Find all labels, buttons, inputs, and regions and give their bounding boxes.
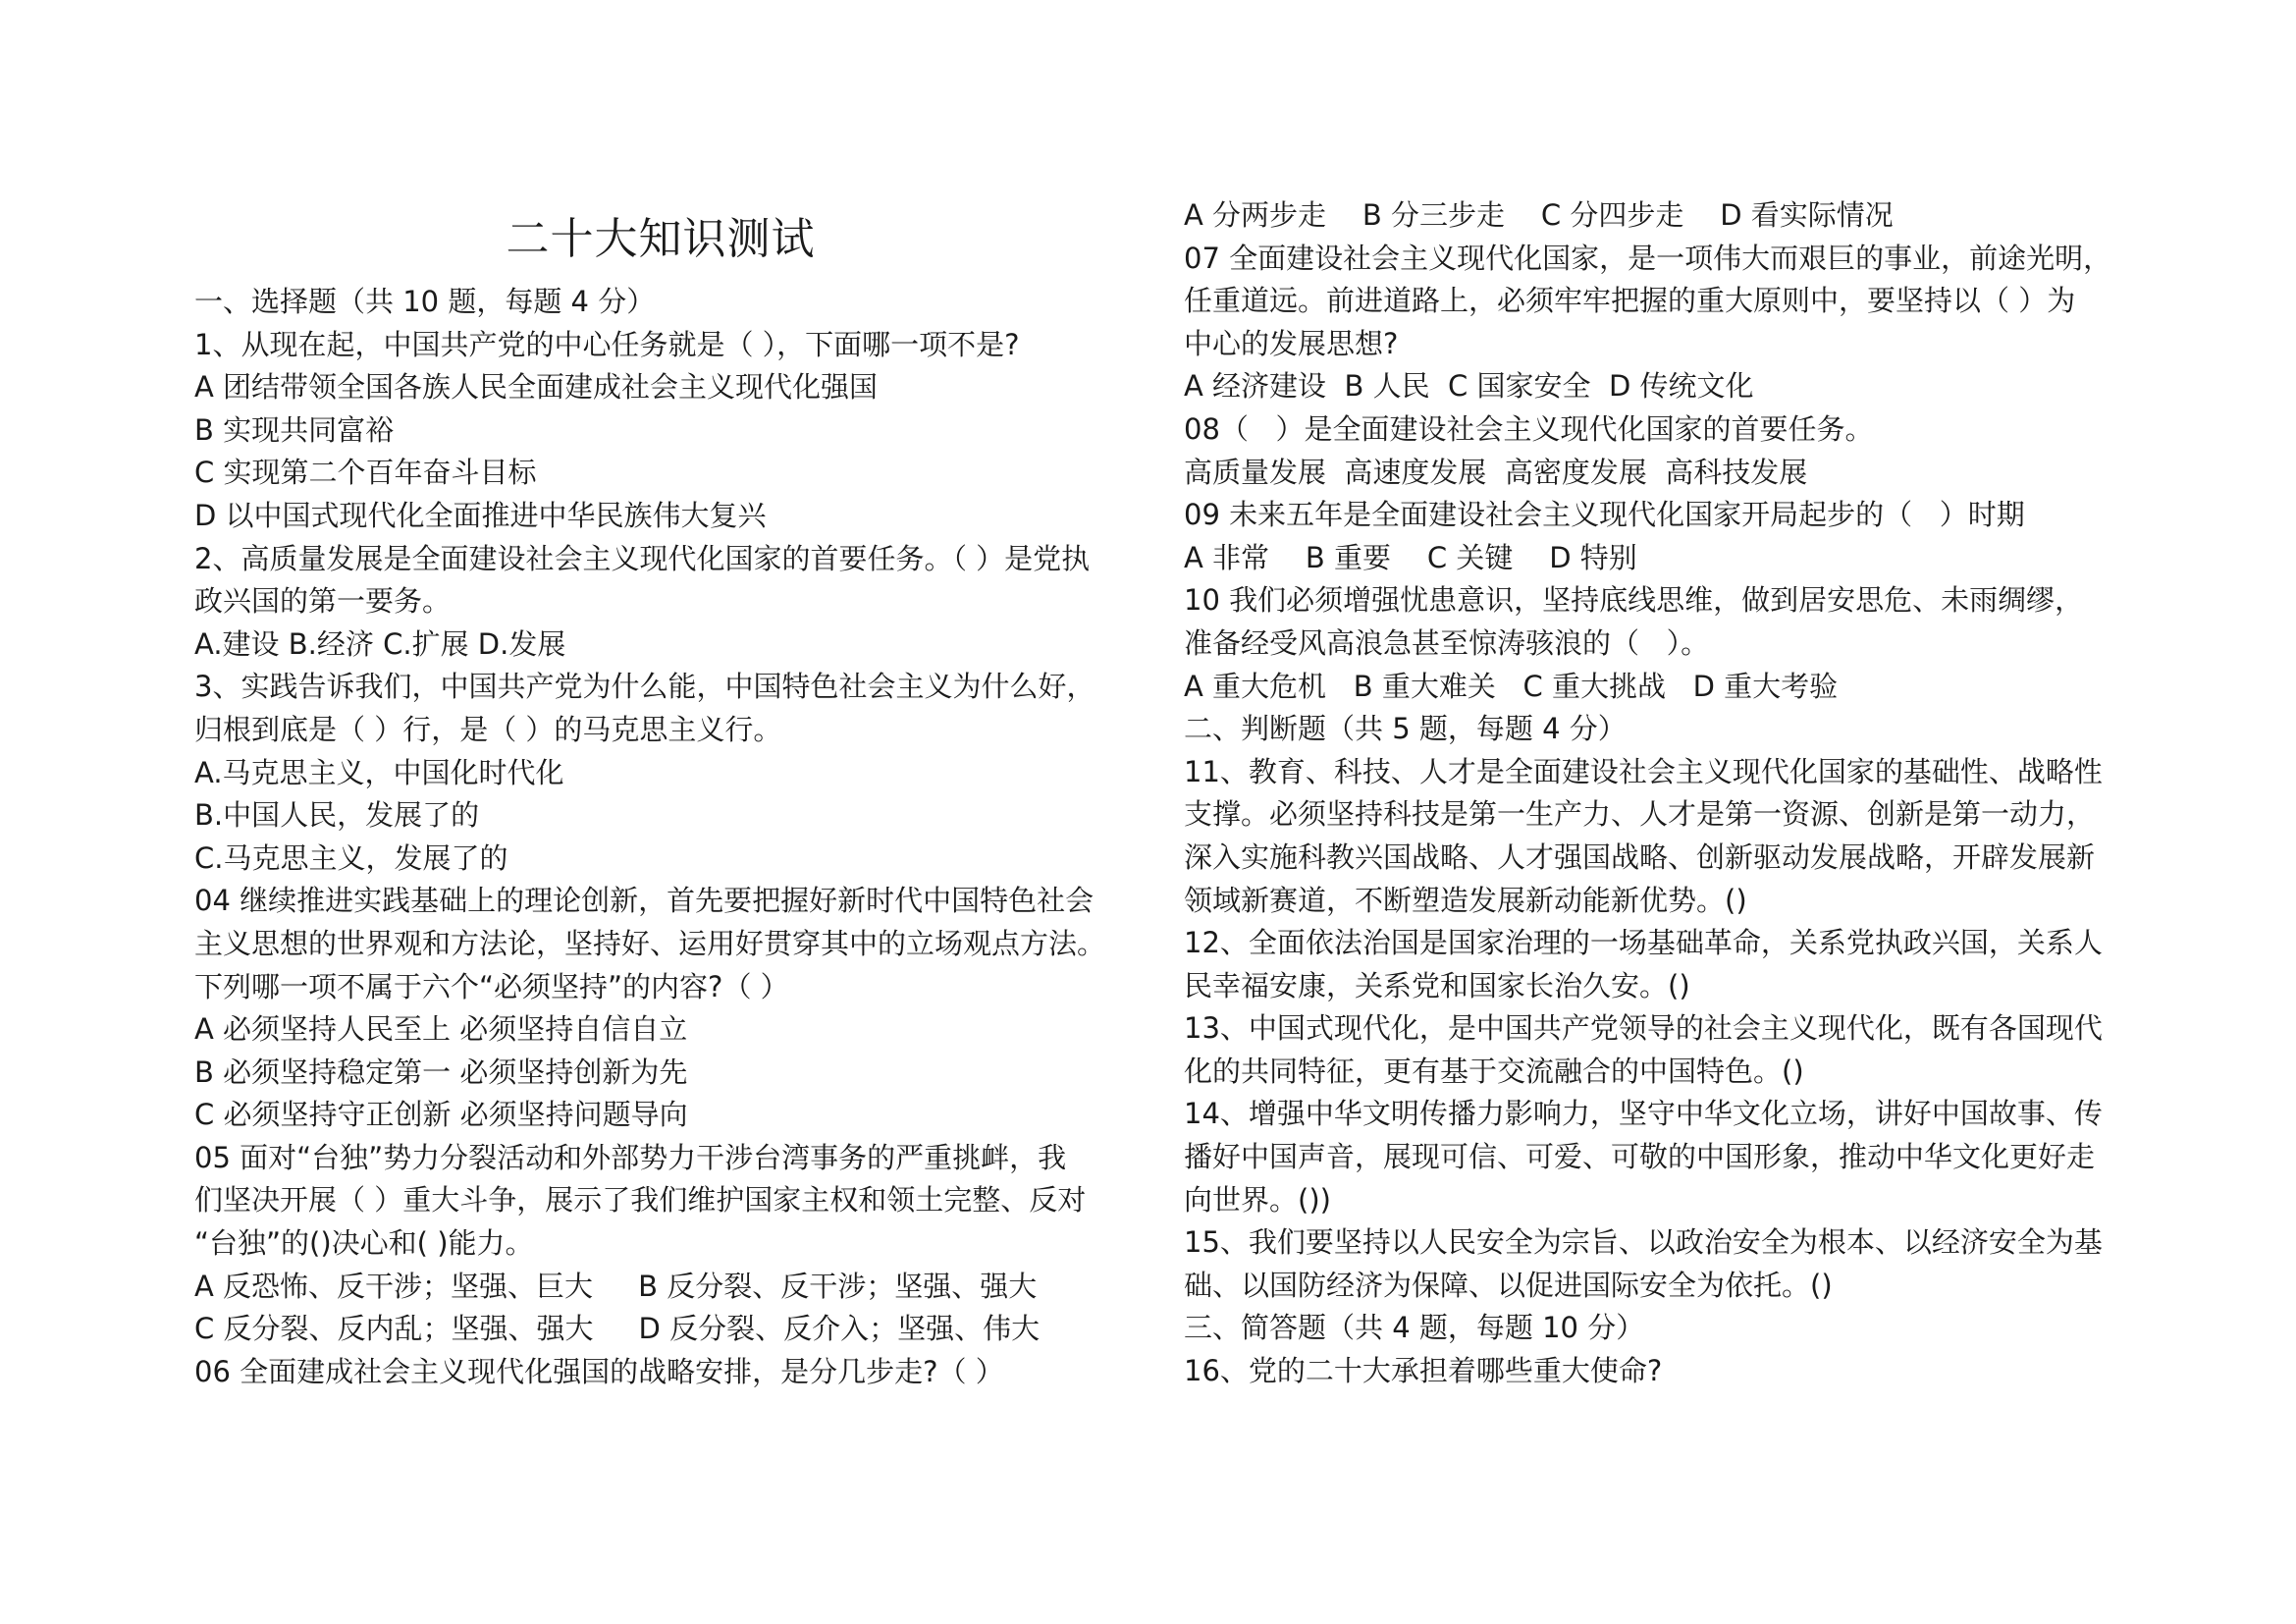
question-11-cont-2: 深入实施科教兴国战略、人才强国战略、创新驱动发展战略，开辟发展新 xyxy=(1184,839,2096,874)
right-column-lines xyxy=(1184,194,2126,1393)
question-14-cont-1: 播好中国声音，展现可信、可爱、可敬的中国形象，推动中华文化更好走 xyxy=(1184,1140,2096,1174)
q6-options: A 分两步走 B 分三步走 C 分四步走 D 看实际情况 xyxy=(1184,198,1894,232)
question-12-cont: 民幸福安康，关系党和国家长治久安。() xyxy=(1184,968,1690,1002)
q5-options-ab: A 反恐怖、反干涉；坚强、巨大 B 反分裂、反干涉；坚强、强大 xyxy=(194,1269,1038,1303)
question-10-cont: 准备经受风高浪急甚至惊涛骇浪的（ ）。 xyxy=(1184,625,1710,660)
question-16: 16、党的二十大承担着哪些重大使命? xyxy=(1184,1354,1663,1388)
q3-option-b: B.中国人民，发展了的 xyxy=(194,798,480,833)
q9-options: A 非常 B 重要 C 关键 D 特别 xyxy=(1184,540,1637,574)
section-heading-choice: 一、选择题（共 10 题，每题 4 分） xyxy=(194,285,656,318)
q1-option-c: C 实现第二个百年奋斗目标 xyxy=(194,456,537,490)
question-7: 07 全面建设社会主义现代化国家，是一项伟大而艰巨的事业，前途光明， xyxy=(1184,241,2112,275)
q4-option-c: C 必须坚持守正创新 必须坚持问题导向 xyxy=(194,1098,688,1132)
q1-option-a: A 团结带领全国各族人民全面建成社会主义现代化强国 xyxy=(194,370,879,405)
section-heading-judgement: 二、判断题（共 5 题，每题 4 分） xyxy=(1184,712,1627,746)
question-4-cont-2: 下列哪一项不属于六个“必须坚持”的内容?（ ） xyxy=(194,969,789,1003)
q4-option-b: B 必须坚持稳定第一 必须坚持创新为先 xyxy=(194,1055,688,1089)
q5-options-cd: C 反分裂、反内乱；坚强、强大 D 反分裂、反介入；坚强、伟大 xyxy=(194,1312,1041,1346)
q3-option-a: A.马克思主义，中国化时代化 xyxy=(194,755,564,789)
left-column-lines xyxy=(194,281,1137,1393)
q10-options: A 重大危机 B 重大难关 C 重大挑战 D 重大考验 xyxy=(1184,669,1839,703)
question-14-cont-2: 向世界。()) xyxy=(1184,1182,1331,1217)
question-14: 14、增强中华文明传播力影响力，坚守中华文化立场，讲好中国故事、传 xyxy=(1184,1097,2103,1131)
question-4: 04 继续推进实践基础上的理论创新，首先要把握好新时代中国特色社会 xyxy=(194,884,1095,918)
question-5-cont-1: 们坚决开展（ ）重大斗争，展示了我们维护国家主权和领土完整、反对 xyxy=(194,1183,1087,1218)
q7-options: A 经济建设 B 人民 C 国家安全 D 传统文化 xyxy=(1184,369,1754,404)
question-5-cont-2: “台独”的()决心和( )能力。 xyxy=(194,1226,534,1261)
question-5: 05 面对“台独”势力分裂活动和外部势力干涉台湾事务的严重挑衅，我 xyxy=(194,1140,1067,1174)
question-9: 09 未来五年是全面建设社会主义现代化国家开局起步的（ ）时期 xyxy=(1184,498,2025,532)
question-3: 3、实践告诉我们，中国共产党为什么能，中国特色社会主义为什么好， xyxy=(194,670,1095,704)
q2-options: A.建设 B.经济 C.扩展 D.发展 xyxy=(194,626,566,661)
question-11-cont-3: 领域新赛道，不断塑造发展新动能新优势。() xyxy=(1184,883,1747,917)
question-2-cont: 政兴国的第一要务。 xyxy=(194,584,452,619)
question-3-cont: 归根到底是（ ）行，是（ ）的马克思主义行。 xyxy=(194,712,782,746)
question-8: 08（ ）是全面建设社会主义现代化国家的首要任务。 xyxy=(1184,411,1874,446)
q8-options: 高质量发展 高速度发展 高密度发展 高科技发展 xyxy=(1184,455,1808,489)
question-6: 06 全面建成社会主义现代化强国的战略安排，是分几步走?（ ） xyxy=(194,1354,1004,1388)
q4-option-a: A 必须坚持人民至上 必须坚持自信自立 xyxy=(194,1012,688,1047)
question-15: 15、我们要坚持以人民安全为宗旨、以政治安全为根本、以经济安全为基 xyxy=(1184,1225,2103,1260)
q1-option-d: D 以中国式现代化全面推进中华民族伟大复兴 xyxy=(194,498,767,532)
question-11-cont-1: 支撑。必须坚持科技是第一生产力、人才是第一资源、创新是第一动力， xyxy=(1184,797,2096,832)
section-heading-short-answer: 三、简答题（共 4 题，每题 10 分） xyxy=(1184,1311,1645,1345)
question-1: 1、从现在起，中国共产党的中心任务就是（ ），下面哪一项不是? xyxy=(194,327,1020,361)
q3-option-c: C.马克思主义，发展了的 xyxy=(194,840,508,875)
question-13: 13、中国式现代化，是中国共产党领导的社会主义现代化，既有各国现代 xyxy=(1184,1011,2103,1046)
question-11: 11、教育、科技、人才是全面建设社会主义现代化国家的基础性、战略性 xyxy=(1184,754,2103,788)
question-2: 2、高质量发展是全面建设社会主义现代化国家的首要任务。（ ）是党执 xyxy=(194,541,1091,575)
question-4-cont-1: 主义思想的世界观和方法论，坚持好、运用好贯穿其中的立场观点方法。 xyxy=(194,926,1106,960)
question-12: 12、全面依法治国是国家治理的一场基础革命，关系党执政兴国，关系人 xyxy=(1184,926,2103,960)
question-7-cont-2: 中心的发展思想? xyxy=(1184,326,1399,360)
question-13-cont: 化的共同特征，更有基于交流融合的中国特色。() xyxy=(1184,1054,1804,1088)
page-title: 二十大知识测试 xyxy=(506,214,816,264)
q1-option-b: B 实现共同富裕 xyxy=(194,412,395,447)
question-10: 10 我们必须增强忧患意识，坚持底线思维，做到居安思危、未雨绸缪， xyxy=(1184,583,2084,618)
question-15-cont: 础、以国防经济为保障、以促进国际安全为依托。() xyxy=(1184,1268,1833,1302)
question-7-cont-1: 任重道远。前进道路上，必须牢牢把握的重大原则中，要坚持以（ ）为 xyxy=(1184,284,2076,318)
